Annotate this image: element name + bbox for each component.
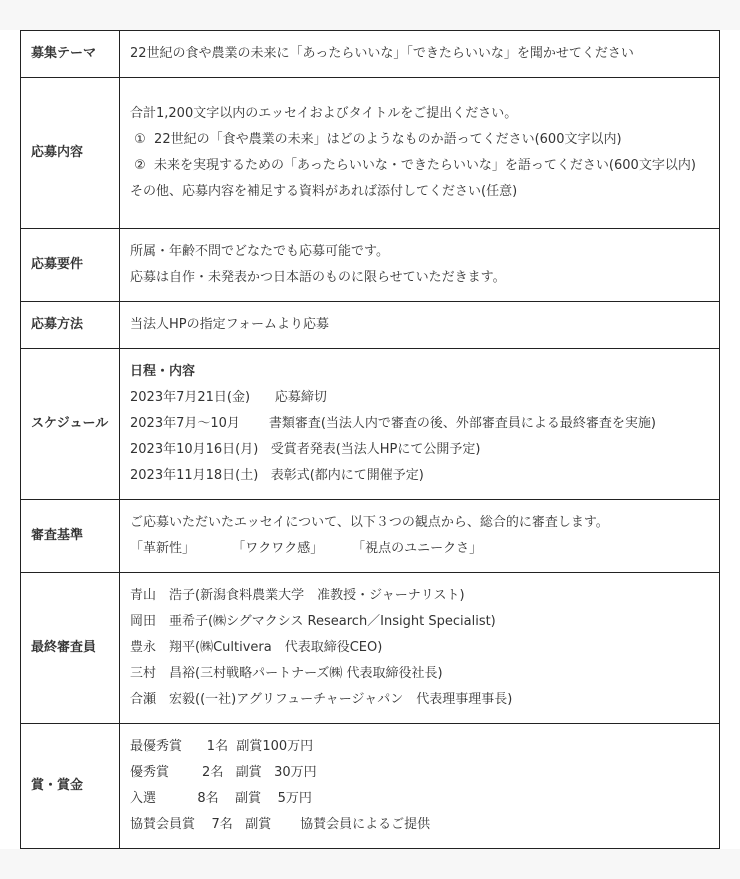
row-content	[120, 302, 720, 349]
content-line: 22世紀の食や農業の未来に「あったらいいな」「できたらいいな」を聞かせてください	[130, 46, 634, 61]
row-label: 賞・賞金	[21, 724, 120, 849]
row-content	[120, 229, 720, 302]
row-label: 応募要件	[21, 229, 120, 302]
row-label: 募集テーマ	[21, 31, 120, 78]
content-line: ご応募いただいたエッセイについて、以下３つの観点から、総合的に審査します。	[130, 515, 609, 530]
row-judges	[21, 573, 720, 724]
judge-line: 岡田 亜希子(㈱シグマクシス Research／Insight Specialist)	[130, 614, 496, 629]
prize-line: 優秀賞 2名 副賞 30万円	[130, 765, 317, 780]
prize-line: 入選 8名 副賞 5万円	[130, 791, 312, 806]
judge-line: 豊永 翔平(㈱Cultivera 代表取締役CEO)	[130, 640, 383, 655]
prize-line: 最優秀賞 1名 副賞100万円	[130, 739, 314, 754]
content-line: 当法人HPの指定フォームより応募	[130, 317, 329, 332]
content-line: ② 未来を実現するための「あったらいいな・できたらいいな」を語ってください(600文字以内)	[130, 158, 696, 173]
row-label: 応募方法	[21, 302, 120, 349]
row-criteria	[21, 500, 720, 573]
row-label: スケジュール	[21, 349, 120, 500]
judge-line: 合瀬 宏毅((一社)アグリフューチャージャパン 代表理事理事長)	[130, 692, 513, 707]
content-line: 2023年11月18日(土) 表彰式(都内にて開催予定)	[130, 468, 424, 483]
content-line: 2023年10月16日(月) 受賞者発表(当法人HPにて公開予定)	[130, 442, 481, 457]
row-method	[21, 302, 720, 349]
content-line: 応募は自作・未発表かつ日本語のものに限らせていただきます。	[130, 270, 506, 285]
row-prizes	[21, 724, 720, 849]
content-line: 2023年7月21日(金) 応募締切	[130, 390, 327, 405]
row-label: 最終審査員	[21, 573, 120, 724]
content-line: 合計1,200文字以内のエッセイおよびタイトルをご提出ください。	[130, 106, 518, 121]
schedule-subheading: 日程・内容	[130, 364, 196, 379]
content-line: 2023年7月～10月 書類審査(当法人内で審査の後、外部審査員による最終審査を実施)	[130, 416, 656, 431]
judge-line: 三村 昌裕(三村戦略パートナーズ㈱ 代表取締役社長)	[130, 666, 443, 681]
row-entry-content	[21, 78, 720, 229]
content-line: ① 22世紀の「食や農業の未来」はどのようなものか語ってください(600文字以内)	[130, 132, 622, 147]
row-content	[120, 349, 720, 500]
row-requirements	[21, 229, 720, 302]
row-label: 応募内容	[21, 78, 120, 229]
row-schedule	[21, 349, 720, 500]
judge-line: 青山 浩子(新潟食料農業大学 准教授・ジャーナリスト)	[130, 588, 465, 603]
row-content	[120, 724, 720, 849]
row-label: 審査基準	[21, 500, 120, 573]
content-line: 所属・年齢不問でどなたでも応募可能です。	[130, 244, 389, 259]
row-content	[120, 573, 720, 724]
row-content	[120, 500, 720, 573]
row-theme	[21, 31, 720, 78]
row-content	[120, 31, 720, 78]
contest-info-table	[20, 30, 720, 849]
row-content	[120, 78, 720, 229]
prize-line: 協賛会員賞 7名 副賞 協賛会員によるご提供	[130, 817, 431, 832]
content-line: 「革新性」 「ワクワク感」 「視点のユニークさ」	[130, 541, 483, 556]
content-line: その他、応募内容を補足する資料があれば添付してください(任意)	[130, 184, 518, 199]
